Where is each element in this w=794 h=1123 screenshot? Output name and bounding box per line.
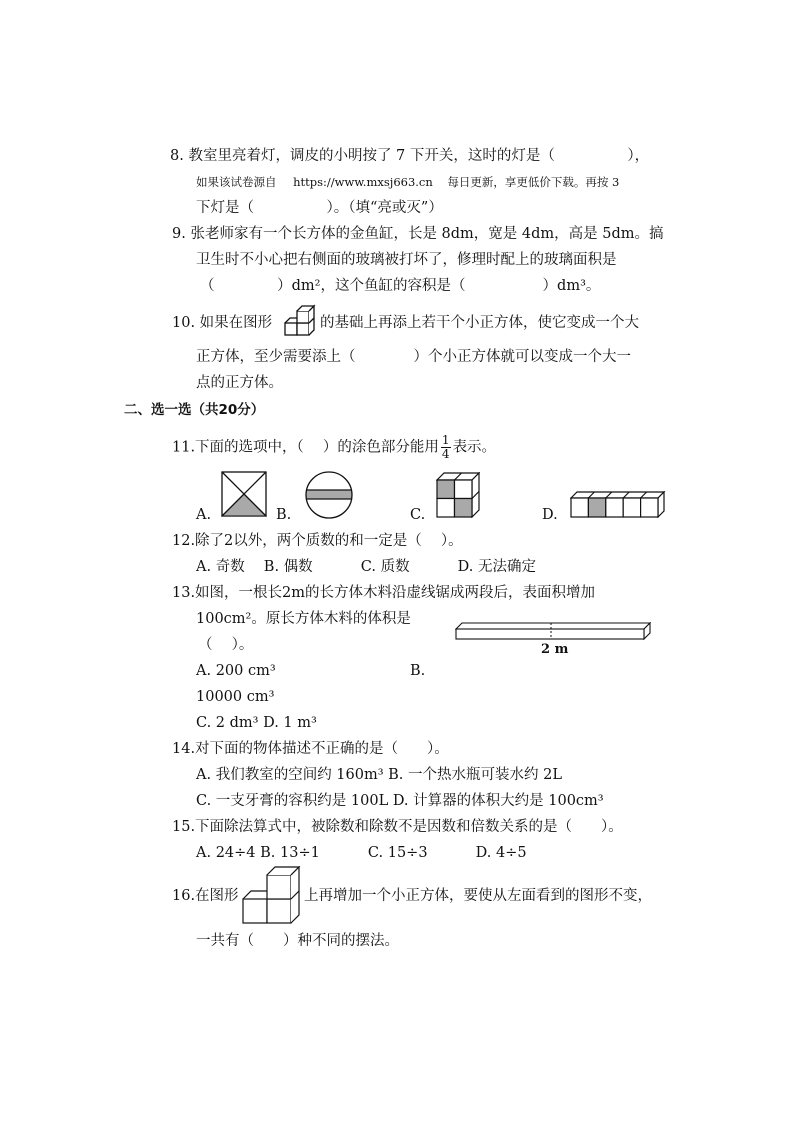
q10-line3: 点的正方体。: [196, 375, 283, 391]
watermark-url[interactable]: https://www.mxsj663.cn: [293, 175, 433, 189]
q13-option-b-label: B.: [410, 663, 426, 679]
q9-line2: 卫生时不小心把右侧面的玻璃被打坏了，修理时配上的玻璃面积是: [196, 252, 617, 268]
q16-cubes-figure: [242, 866, 302, 924]
q14-options-cd: C. 一支牙膏的容积约是 100L D. 计算器的体积大约是 100cm³: [196, 793, 604, 809]
q11-option-a-label: A.: [196, 507, 212, 523]
q11-option-c-label: C.: [410, 507, 426, 523]
watermark-suffix: 每日更新，享更低价下载。再按 3: [447, 175, 620, 189]
q9-line1: 9. 张老师家有一个长方体的金鱼缸，长是 8dm，宽是 4dm，高是 5dm。搞: [172, 226, 664, 242]
q13-wood-bar-figure: [455, 622, 651, 640]
q10-line1a: 10. 如果在图形: [172, 315, 273, 331]
q8-line3: 下灯是（ ）。（填“亮或灭”）: [196, 200, 443, 216]
q15-options: A. 24÷4 B. 13÷1 C. 15÷3 D. 4÷5: [196, 845, 527, 861]
q11-option-d-figure: [570, 491, 666, 518]
q14-options-ab: A. 我们教室的空间约 160m³ B. 一个热水瓶可装水约 2L: [196, 767, 562, 783]
fraction-numerator: 1: [441, 433, 450, 447]
q11-stem-part2: 表示。: [452, 439, 497, 456]
q16-line1a: 16.在图形: [172, 888, 239, 904]
q15-stem: 15.下面除法算式中，被除数和除数不是因数和倍数关系的是（ ）。: [172, 819, 623, 835]
q13-options-cd: C. 2 dm³ D. 1 m³: [196, 715, 317, 731]
q16-line1b: 上再增加一个小正方体，要使从左面看到的图形不变，: [304, 888, 652, 904]
q11-option-b-label: B.: [276, 507, 292, 523]
q11-option-d-label: D.: [542, 507, 558, 523]
q13-line3: （ ）。: [198, 637, 254, 653]
q11-stem-part1: 11.下面的选项中，（ ）的涂色部分能用: [172, 439, 439, 456]
q8-line2: [196, 172, 619, 192]
q11-option-b-figure: [302, 471, 356, 519]
watermark-prefix: 如果该试卷源自: [196, 175, 277, 189]
q10-cubes-figure: [283, 303, 319, 339]
q11-option-c-figure: [436, 472, 480, 518]
section-heading: 二、选一选（共20分）: [124, 402, 265, 418]
q13-line1: 13.如图，一根长2m的长方体木料沿虚线锯成两段后，表面积增加: [172, 585, 596, 601]
q8-line1: 8. 教室里亮着灯，调皮的小明按了 7 下开关，这时的灯是（ ），: [170, 148, 650, 164]
q13-option-a: A. 200 cm³: [196, 663, 276, 679]
q16-line2: 一共有（ ）种不同的摆法。: [196, 933, 399, 949]
q9-line3: （ ）dm²，这个鱼缸的容积是（ ）dm³。: [200, 278, 601, 294]
q13-length-label: 2 m: [541, 642, 569, 657]
q12-stem: 12.除了2以外，两个质数的和一定是（ ）。: [172, 533, 463, 549]
q10-line1b: 的基础上再添上若干个小正方体，使它变成一个大: [320, 315, 639, 331]
q11-fraction: [441, 434, 451, 461]
q13-line2: 100cm²。原长方体木料的体积是: [196, 611, 411, 627]
q11-option-a-figure: [221, 471, 267, 517]
q13-option-b-value: 10000 cm³: [196, 689, 275, 705]
q14-stem: 14.对下面的物体描述不正确的是（ ）。: [172, 741, 449, 757]
q12-options: A. 奇数 B. 偶数 C. 质数 D. 无法确定: [196, 559, 537, 575]
fraction-denominator: 4: [441, 447, 450, 461]
q10-line2: 正方体，至少需要添上（ ）个小正方体就可以变成一个大一: [196, 349, 631, 365]
q11-stem: [172, 434, 496, 461]
